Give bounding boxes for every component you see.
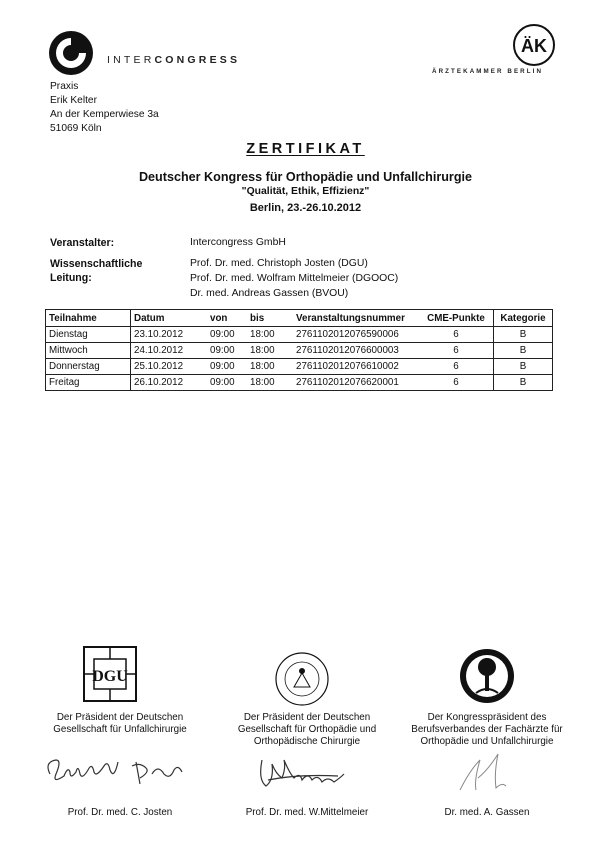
signatory-caption: Der Präsident der Deutschen Gesellschaft für Orthopädie und Orthopädische Chirurgie: [237, 712, 377, 747]
table-cell: 2761102012076620001: [293, 375, 419, 391]
table-row: [46, 359, 553, 375]
table-cell: Mittwoch: [46, 343, 131, 359]
table-cell: 09:00: [207, 375, 247, 391]
table-cell: 09:00: [207, 327, 247, 343]
scientific-lead: Prof. Dr. med. Wolfram Mittelmeier (DGOOC): [190, 273, 399, 284]
table-row: [46, 343, 553, 359]
signature-mittelmeier: [248, 752, 358, 792]
table-cell: 2761102012076600003: [293, 343, 419, 359]
table-cell: 18:00: [247, 359, 293, 375]
table-cell: B: [494, 327, 553, 343]
table-cell: 6: [419, 327, 494, 343]
table-cell: 6: [419, 375, 494, 391]
table-cell: B: [494, 375, 553, 391]
intercongress-wordmark: INTERCONGRESS: [107, 54, 241, 66]
aerztekammer-wordmark: ÄRZTEKAMMER BERLIN: [432, 68, 544, 75]
column-header: bis: [247, 310, 293, 327]
table-cell: 23.10.2012: [131, 327, 208, 343]
scientific-lead-label-2: Leitung:: [50, 272, 92, 284]
signatory-caption: Der Präsident der Deutschen Gesellschaft für Unfallchirurgie: [53, 712, 187, 735]
signatory-name: Prof. Dr. med. C. Josten: [67, 807, 173, 818]
organizer-value: Intercongress GmbH: [190, 237, 286, 248]
column-header: Teilnahme: [46, 310, 131, 327]
signatory-name: Dr. med. A. Gassen: [444, 807, 530, 818]
table-cell: 25.10.2012: [131, 359, 208, 375]
scientific-lead: Prof. Dr. med. Christoph Josten (DGU): [190, 258, 368, 269]
signatory-caption: Der Kongresspräsident des Berufsverbandes der Fachärzte für Orthopädie und Unfallchirurgie: [411, 712, 563, 747]
table-cell: 09:00: [207, 343, 247, 359]
table-cell: 2761102012076610002: [293, 359, 419, 375]
svg-text:ÄK: ÄK: [521, 36, 547, 56]
table-cell: Dienstag: [46, 327, 131, 343]
address-line: 51069 Köln: [50, 123, 102, 134]
table-cell: Donnerstag: [46, 359, 131, 375]
table-cell: 2761102012076590006: [293, 327, 419, 343]
svg-text:DGU: DGU: [92, 668, 128, 685]
table-cell: 6: [419, 359, 494, 375]
scientific-lead-label: Wissenschaftliche: [50, 258, 143, 270]
table-header-row: [46, 310, 553, 327]
table-cell: 18:00: [247, 375, 293, 391]
table-cell: Freitag: [46, 375, 131, 391]
column-header: von: [207, 310, 247, 327]
column-header: Datum: [131, 310, 208, 327]
table-cell: 26.10.2012: [131, 375, 208, 391]
table-cell: B: [494, 359, 553, 375]
signature-josten: [40, 752, 200, 792]
attendance-table: [45, 309, 553, 391]
congress-motto: "Qualität, Ethik, Effizienz": [241, 186, 370, 197]
signatory-name: Prof. Dr. med. W.Mittelmeier: [245, 807, 369, 818]
bvou-seal-icon: [456, 643, 518, 707]
recipient-address: [50, 80, 159, 136]
address-line: An der Kemperwiese 3a: [50, 109, 159, 120]
table-cell: 6: [419, 343, 494, 359]
table-cell: 18:00: [247, 327, 293, 343]
column-header: Veranstaltungsnummer: [293, 310, 419, 327]
address-line: Praxis: [50, 81, 79, 92]
dgu-seal-icon: [82, 645, 138, 703]
scientific-lead: Dr. med. Andreas Gassen (BVOU): [190, 288, 349, 299]
organizer-label: Veranstalter:: [50, 237, 115, 249]
congress-place-date: Berlin, 23.-26.10.2012: [249, 202, 362, 214]
table-cell: 09:00: [207, 359, 247, 375]
address-line: Erik Kelter: [50, 95, 97, 106]
table-cell: 18:00: [247, 343, 293, 359]
aerztekammer-logo-icon: [510, 22, 558, 68]
table-row: [46, 375, 553, 391]
column-header: Kategorie: [494, 310, 553, 327]
congress-name: Deutscher Kongress für Orthopädie und Unfallchirurgie: [138, 170, 473, 184]
table-row: [46, 327, 553, 343]
column-header: CME-Punkte: [419, 310, 494, 327]
certificate-title: ZERTIFIKAT: [246, 141, 365, 157]
table-cell: B: [494, 343, 553, 359]
table-cell: 24.10.2012: [131, 343, 208, 359]
dgooc-seal-icon: [272, 651, 332, 707]
signature-gassen: [450, 750, 520, 798]
intercongress-logo-icon: [48, 30, 94, 76]
